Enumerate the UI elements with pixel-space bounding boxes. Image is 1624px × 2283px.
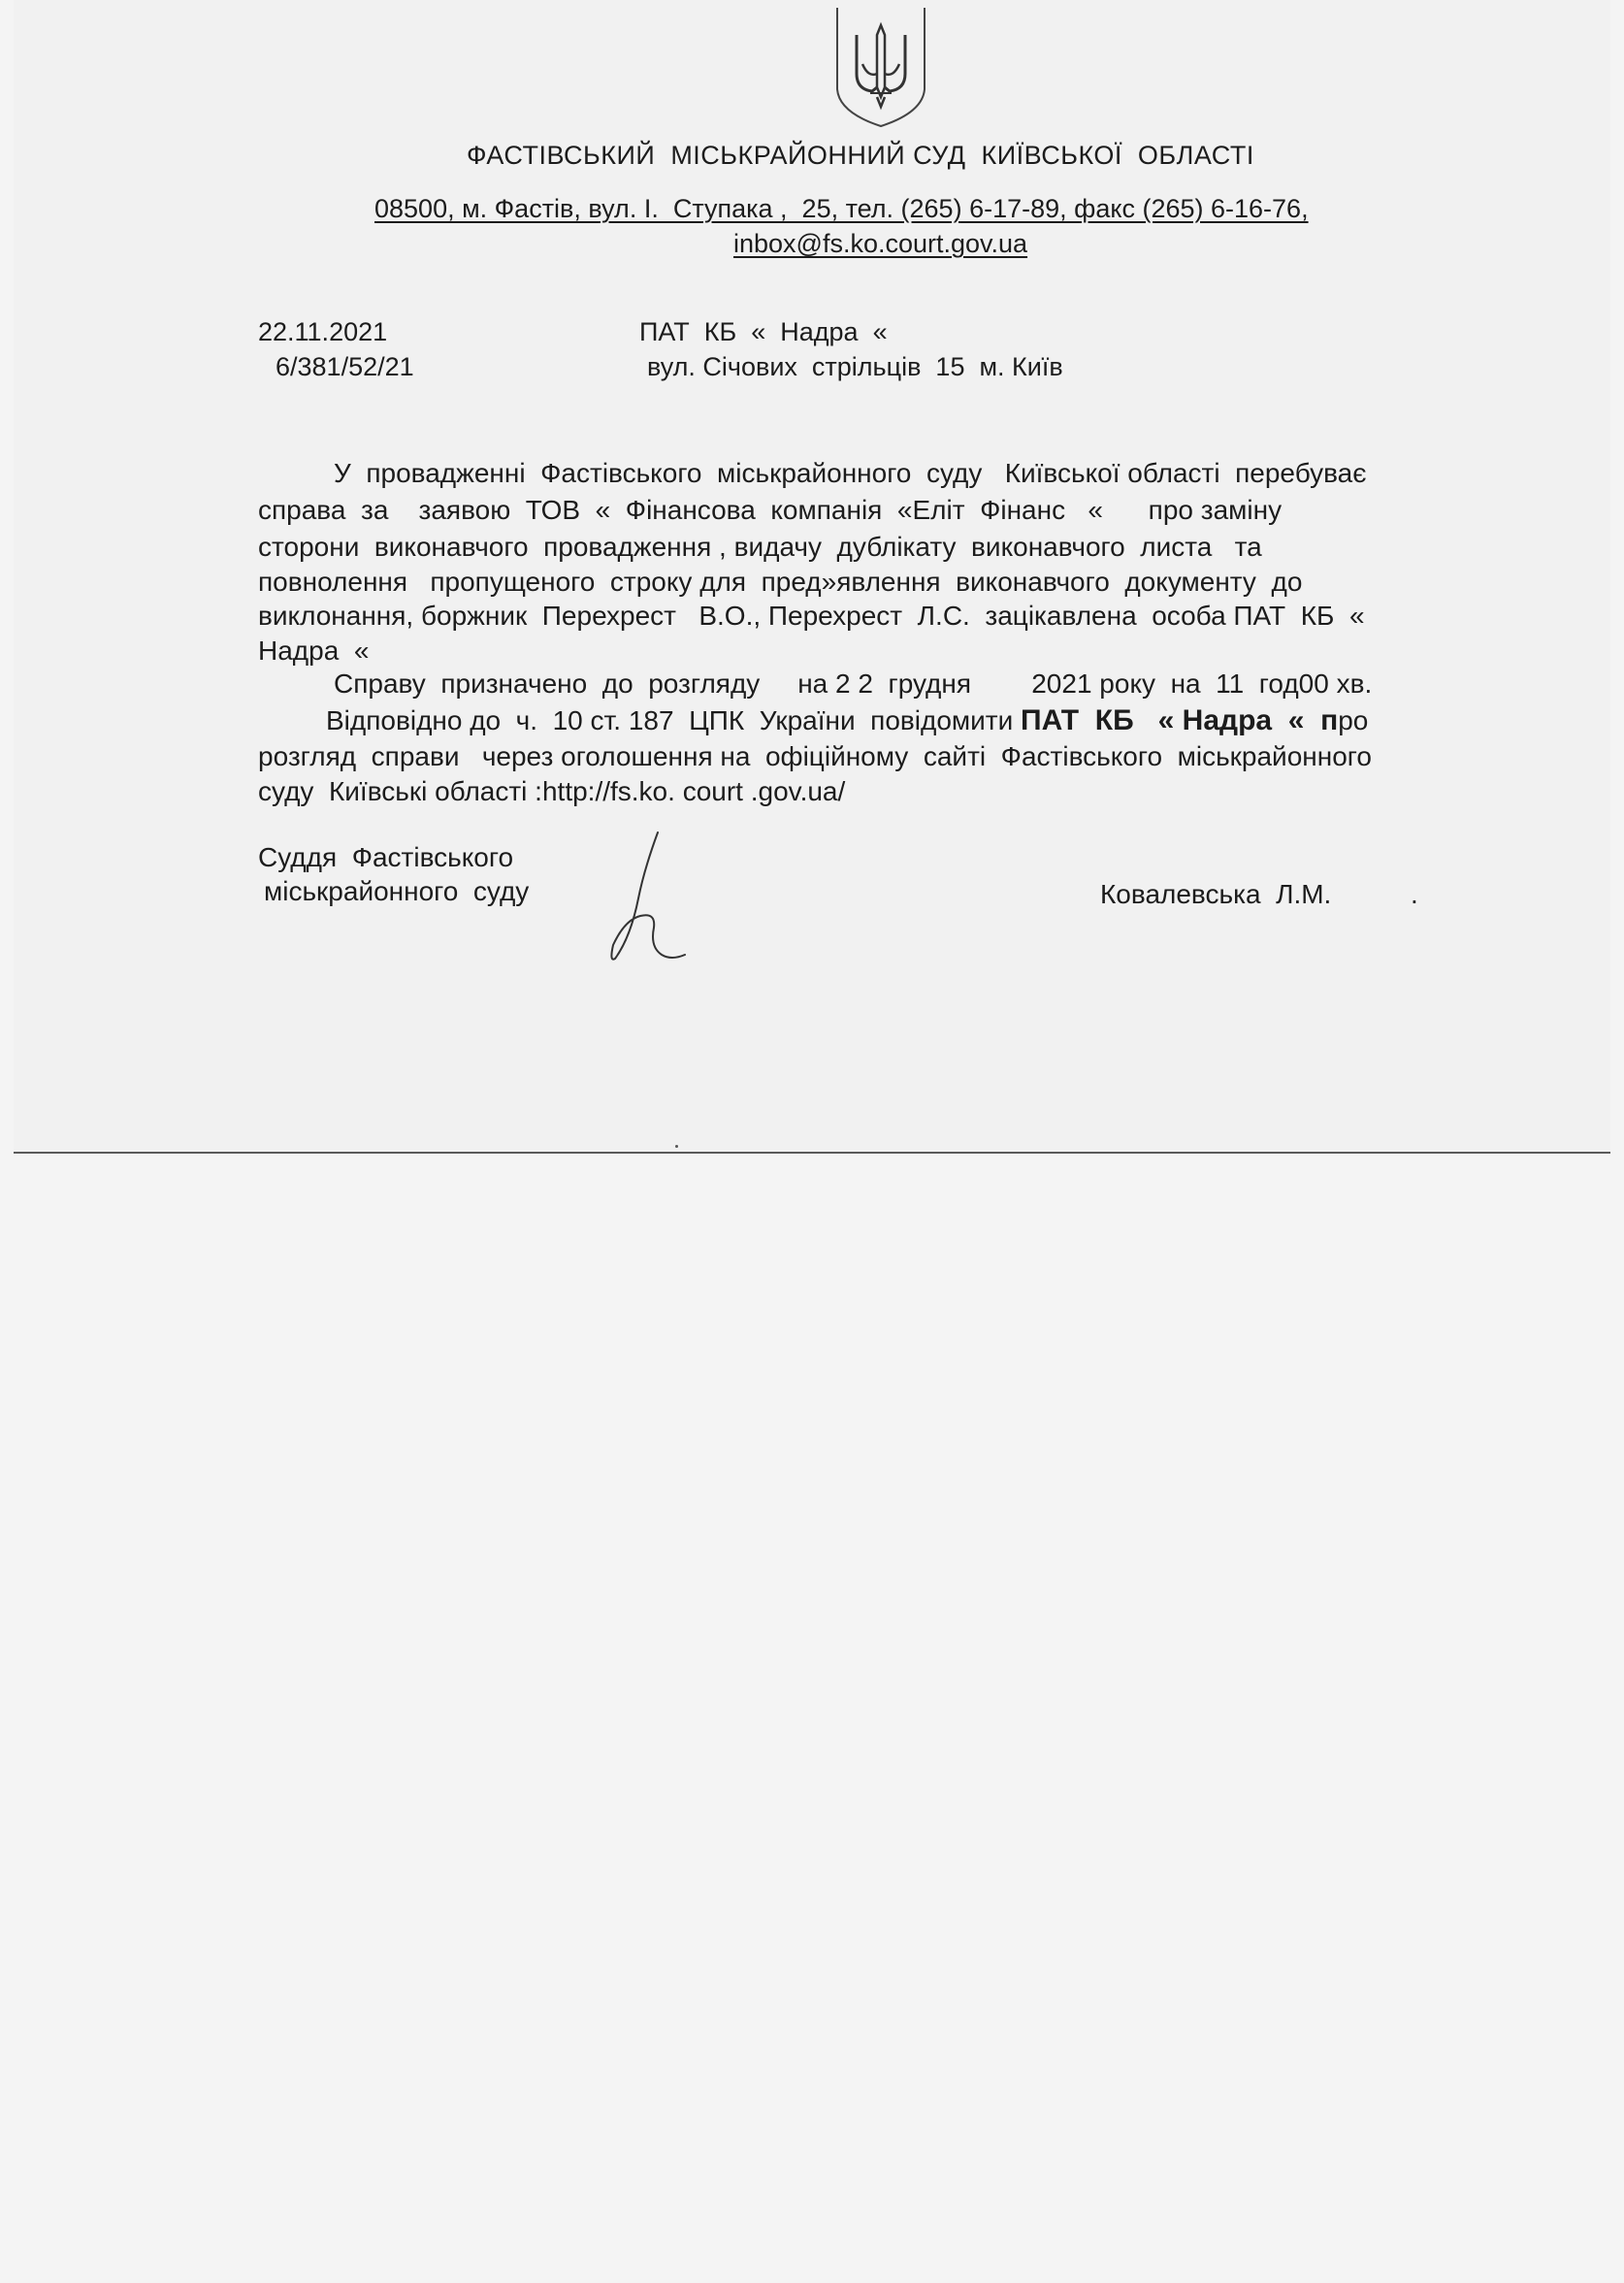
judge-name: Ковалевська Л.М.: [1100, 879, 1332, 909]
body-line: сторони виконавчого провадження , видачу дублікату виконавчого листа та: [258, 532, 1262, 562]
trailing-dot: .: [1411, 879, 1418, 909]
body-line: справа за заявою ТОВ « Фінансова компанія «Еліт Фінанс « про заміну: [258, 495, 1283, 525]
body-text-segment: ро: [1338, 705, 1369, 735]
letter-date: 22.11.2021: [258, 317, 388, 346]
case-reference: 6/381/52/21: [276, 352, 414, 381]
body-line: повнолення пропущеного строку для пред»явлення виконавчого документу до: [258, 567, 1303, 597]
body-line: розгляд справи через оголошення на офіційному сайті Фастівського міськрайонного: [258, 741, 1372, 771]
recipient-bold: ПАТ КБ « Надра « п: [1021, 704, 1339, 736]
body-line: Надра «: [258, 636, 370, 666]
hearing-date-line: Справу призначено до розгляду на 2 2 грудня 2021 року на 11 год00 хв.: [334, 669, 1373, 699]
website-line: суду Київські області :http://fs.ko. court .gov.ua/: [258, 776, 846, 806]
judge-title: Суддя Фастівського: [258, 842, 514, 872]
court-email: inbox@fs.ko.court.gov.ua: [733, 229, 1028, 258]
trident-emblem-icon: [833, 6, 928, 128]
body-text-segment: Відповідно до ч. 10 ст. 187 ЦПК України повідомити: [326, 705, 1022, 735]
body-line: У провадженні Фастівського міськрайонного суду Київської області перебуває: [334, 458, 1367, 488]
court-address: 08500, м. Фастів, вул. І. Ступака , 25, тел. (265) 6-17-89, факс (265) 6-16-76,: [374, 194, 1309, 223]
judge-title: міськрайонного суду: [264, 876, 530, 906]
notification-line: [326, 704, 1368, 737]
recipient-name: ПАТ КБ « Надра «: [639, 317, 888, 346]
body-line: виклонання, боржник Перехрест В.О., Перехрест Л.С. зацікавлена особа ПАТ КБ «: [258, 601, 1365, 631]
scan-speck: [675, 1145, 678, 1148]
signature-icon: [607, 831, 690, 962]
court-name: ФАСТІВСЬКИЙ МІСЬКРАЙОННИЙ СУД КИЇВСЬКОЇ ОБЛАСТІ: [467, 141, 1254, 170]
recipient-address: вул. Січових стрільців 15 м. Київ: [647, 352, 1063, 381]
document-page: [14, 0, 1610, 1154]
